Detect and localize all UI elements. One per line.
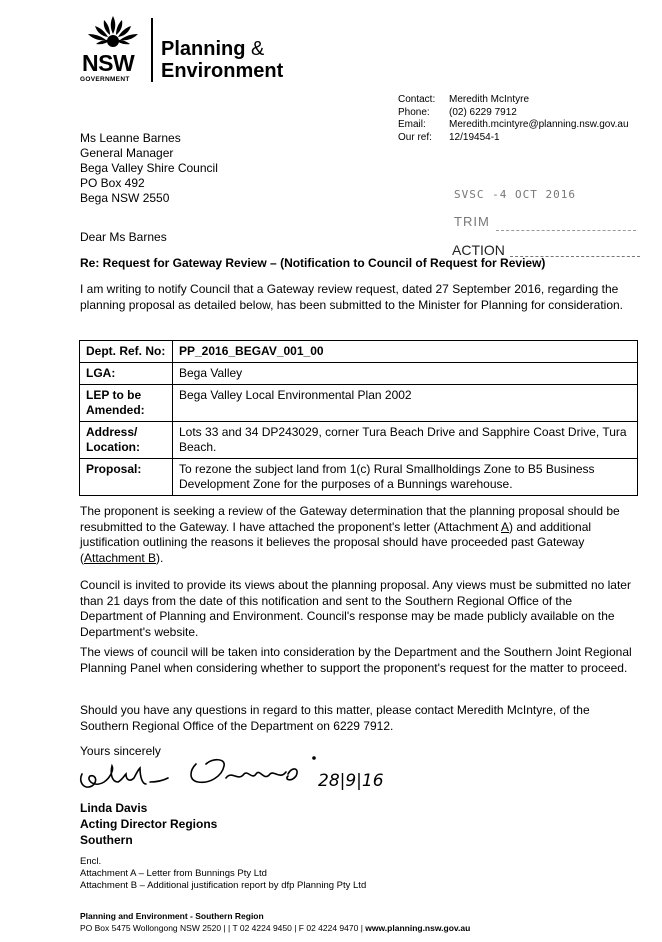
table-row: [80, 422, 638, 459]
closing: Yours sincerely: [80, 744, 161, 758]
logo-nsw: NSW: [82, 50, 135, 76]
row-value: Bega Valley: [173, 363, 638, 385]
row-key: Dept. Ref. No:: [80, 341, 173, 363]
logo-divider: [151, 18, 153, 82]
ref-value: 12/19454-1: [449, 131, 500, 143]
salutation: Dear Ms Barnes: [80, 230, 167, 244]
review-paragraph: The proponent is seeking a review of the Gateway determination that the planning proposal should be resubmitted to the Gateway. I have attached the proponent's letter (Attachment A) and additional justification outlining the reasons it believes the proposal should have proceeded past Gateway (Attachment B).: [80, 504, 620, 565]
table-row: [80, 341, 638, 363]
phone-label: Phone:: [398, 106, 430, 118]
enclosure-a: Attachment A – Letter from Bunnings Pty Ltd: [80, 868, 267, 879]
table-row: [80, 363, 638, 385]
subject-line: Re: Request for Gateway Review – (Notification to Council of Request for Review): [80, 256, 546, 270]
contact-label: Contact:: [398, 94, 436, 105]
views-paragraph: Council is invited to provide its views about the planning proposal. Any views must be submitted no later than 21 days from the date of this notification and sent to the Southern Regional Office of the Department of Planning and Environment. Council's response may be made publicly available on the Department's website.: [80, 578, 631, 639]
dept-name-line1: Planning &: [161, 38, 265, 60]
row-value: Lots 33 and 34 DP243029, corner Tura Beach Drive and Sapphire Coast Drive, Tura Beach.: [173, 422, 638, 459]
dept-name-line2: Environment: [161, 60, 284, 82]
stamp-trim-line: [496, 230, 636, 231]
received-stamp: [448, 158, 648, 268]
ref-label: Our ref:: [398, 131, 432, 143]
signer-block: [80, 800, 217, 848]
enclosures-label: Encl.: [80, 856, 102, 867]
row-value: Bega Valley Local Environmental Plan 2002: [173, 385, 638, 422]
handwritten-signature: [76, 752, 384, 802]
attachment-a-ref: A: [500, 519, 509, 534]
footer-website-link[interactable]: www.planning.nsw.gov.au: [365, 923, 471, 933]
email-value: Meredith.mcintyre@planning.nsw.gov.au: [449, 119, 629, 130]
nsw-government-logo: [74, 14, 304, 90]
footer-title: Planning and Environment - Southern Region: [80, 911, 264, 921]
consideration-paragraph: The views of council will be taken into consideration by the Department and the Southern Joint Regional Planning Panel when considering whether to support the proponent's request for the matter to proceed.: [80, 645, 632, 675]
recipient-town: Bega NSW 2550: [80, 191, 170, 205]
recipient-box: PO Box 492: [80, 176, 145, 190]
contact-name: Meredith McIntyre: [449, 94, 530, 105]
questions-paragraph: Should you have any questions in regard to this matter, please contact Meredith McIntyre, of the Southern Regional Office of the Department on 6229 7912.: [80, 703, 590, 733]
row-value: To rezone the subject land from 1(c) Rural Smallholdings Zone to B5 Business Development Zone for the purposes of a Bunnings warehouse.: [173, 459, 638, 496]
signature-date: 28|9|16: [318, 771, 384, 791]
enclosures: [80, 856, 366, 892]
stamp-trim: TRIM: [454, 214, 490, 229]
intro-paragraph: I am writing to notify Council that a Gateway review request, dated 27 September 2016, regarding the planning proposal as detailed below, has been submitted to the Minister for Planning for consideration.: [80, 282, 624, 312]
table-row: [80, 385, 638, 422]
signer-name: Linda Davis: [80, 801, 148, 815]
row-key: Address/ Location:: [80, 422, 173, 459]
signer-role: Acting Director Regions: [80, 817, 218, 831]
row-key: LGA:: [80, 363, 173, 385]
signer-region: Southern: [80, 833, 133, 847]
logo-government: GOVERNMENT: [80, 76, 130, 83]
email-label: Email:: [398, 119, 426, 130]
enclosure-b: Attachment B – Additional justification report by dfp Planning Pty Ltd: [80, 880, 367, 891]
waratah-icon: [86, 14, 140, 52]
recipient-title: General Manager: [80, 146, 174, 160]
contact-block: [398, 94, 629, 144]
attachment-b-ref: Attachment B: [84, 550, 157, 565]
row-key: LEP to be Amended:: [80, 385, 173, 422]
recipient-address: [80, 131, 218, 206]
recipient-org: Bega Valley Shire Council: [80, 161, 218, 175]
footer: [80, 910, 470, 934]
row-key: Proposal:: [80, 459, 173, 496]
row-value: PP_2016_BEGAV_001_00: [173, 341, 638, 363]
stamp-date: SVSC -4 OCT 2016: [454, 188, 576, 201]
stamp-action: ACTION: [452, 242, 505, 258]
recipient-name: Ms Leanne Barnes: [80, 131, 181, 145]
table-row: [80, 459, 638, 496]
proposal-details-table: [79, 340, 638, 496]
phone-value: (02) 6229 7912: [449, 106, 517, 118]
footer-address: PO Box 5475 Wollongong NSW 2520 | | T 02 4224 9450 | F 02 4224 9470 | www.planning.nsw.gov.au: [80, 923, 471, 933]
